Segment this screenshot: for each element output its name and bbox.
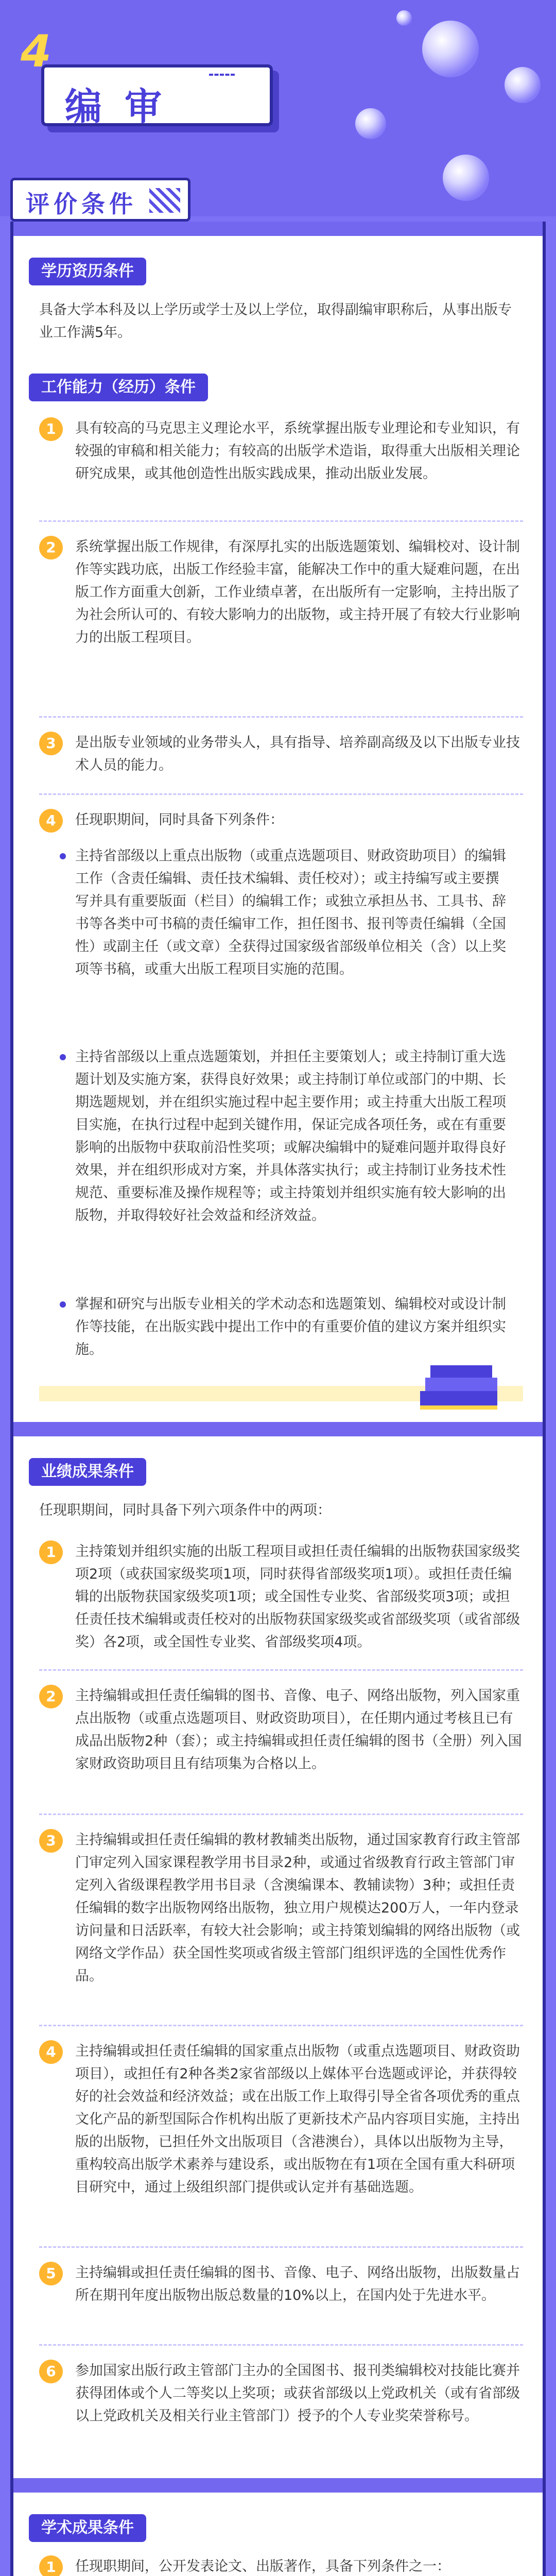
divider-bar [13, 1422, 543, 1436]
item-number: 1 [39, 1540, 63, 1564]
item-text: 任现职期间，同时具备下列条件： [75, 812, 284, 828]
section-tab [10, 178, 190, 222]
divider-bar [13, 2478, 543, 2493]
education-badge: 学历资历条件 [29, 258, 146, 285]
item-text: 是出版专业领域的业务带头人，具有指导、培养副高级及以下出版专业技术人员的能力。 [75, 735, 520, 773]
ability-badge: 工作能力（经历）条件 [29, 374, 208, 401]
decorative-bubble [443, 155, 489, 201]
title-dash-deco [209, 74, 235, 86]
item-text: 主持编辑或担任责任编辑的图书、音像、电子、网络出版物，列入国家重点出版物（或重点选题项目、财政资助项目），在任期内通过考核且已有成品出版物2种（套）；或主持编辑或担任责任编辑的图书（全册）列入国家财政资助项目且有结项集为合格以上。 [75, 1688, 522, 1772]
sub-text: 掌握和研究与出版专业相关的学术动态和选题策划、编辑校对或设计制作等技能，在出版实践中提出工作中的有重要价值的建议方案并组织实施。 [75, 1296, 506, 1358]
item-text: 主持策划并组织实施的出版工程项目或担任责任编辑的出版物获国家级奖项2项（或获国家级奖项1项，同时获得省部级奖项1项）。或担任责任编辑的出版物获国家级奖项1项；或全国性专业奖、省部级奖项3项；或担任责任技术编辑或责任校对的出版物获国家级奖或省部级奖项（或省部级奖）各2项，或全国性专业奖、省部级奖项4项。 [75, 1544, 520, 1650]
item-text: 主持编辑或担任责任编辑的国家重点出版物（或重点选题项目、财政资助项目），或担任有2种各类2家省部级以上媒体平台选题或评论，并获得较好的社会效益和经济效益；或在出版工作上取得引导全省各项优秀的重点文化产品的新型国际合作机构出版了更新技术产品内容项目实施，主持出版的出版物，已担任外文出版项目（含港澳台），具体以出版物为主导，重构较高出版学术素养与建设系，或出版物在有1项在全国有重大科研项目研究中，通过上级组织部门提供或认定并有基础选题。 [75, 2043, 520, 2195]
item-number: 3 [39, 1829, 63, 1853]
item-number: 1 [39, 417, 63, 441]
dashed-divider [39, 1669, 523, 1671]
section-tab-label: 评价条件 [26, 190, 137, 218]
item-number: 1 [39, 2555, 63, 2576]
divider-bar [13, 222, 543, 236]
item-number: 3 [39, 732, 63, 755]
decorative-bubble [396, 10, 412, 26]
sub-text: 主持省部级以上重点出版物（或重点选题项目、财政资助项目）的编辑工作（含责任编辑、责任技术编辑、责任校对）；或主持编写或主要撰写并具有重要版面（栏目）的编辑工作；或独立承担丛书、工具书、辞书等各类中可书稿的责任编审工作，担任图书、报刊等责任编辑（全国性）或副主任（或文章）全获得过国家级省部级单位相关（含）以上奖项等书稿，或重大出版工程项目实施的范围。 [75, 848, 506, 977]
dashed-divider [39, 2246, 523, 2248]
academic-badge: 学术成果条件 [29, 2514, 146, 2542]
item-text: 具有较高的马克思主义理论水平，系统掌握出版专业理论和专业知识，有较强的审稿和相关能力；有较高的出版学术造诣，取得重大出版相关理论研究成果，或其他创造性出版实践成果，推动出版业发展。 [75, 420, 520, 482]
item-number: 2 [39, 1685, 63, 1708]
item-text: 主持编辑或担任责任编辑的图书、音像、电子、网络出版物，出版数量占所在期刊年度出版物出版总数量的10%以上，在国内处于先进水平。 [75, 2265, 520, 2303]
dashed-divider [39, 2344, 523, 2346]
achievements-intro: 任现职期间，同时具备下列六项条件中的两项： [39, 1502, 331, 1518]
title-card [41, 64, 273, 126]
achievements-badge: 业绩成果条件 [29, 1458, 146, 1486]
dashed-divider [39, 520, 523, 522]
decorative-bubble [505, 67, 541, 103]
page-header [0, 0, 556, 216]
sub-text: 主持省部级以上重点选题策划，并担任主要策划人；或主持制订重大选题计划及实施方案，获得良好效果；或主持制订单位或部门的中期、长期选题规划，并在组织实施过程中起主要作用；或主持重大出版工程项目实施，在执行过程中起到关键作用，保证完成各项任务，或在有重要影响的出版物中获取前沿性奖项；或解决编辑中的疑难问题并取得良好效果，并在组织形成对方案，并具体落实执行；或主持制订业务技术性规范、重要标准及操作规程等；或主持策划并组织实施有较大影响的出版物，并取得较好社会效益和经济效益。 [75, 1049, 506, 1224]
tab-stripes-deco [149, 188, 180, 213]
item-text: 任现职期间，公开发表论文、出版著作，具备下列条件之一： [75, 2558, 450, 2574]
dashed-divider [39, 2025, 523, 2026]
section-number: 4 [21, 26, 51, 77]
page-title: 编审 [65, 85, 185, 128]
content-panel [10, 222, 546, 2576]
books-illustration [415, 1355, 508, 1417]
item-number: 5 [39, 2262, 63, 2285]
item-number: 2 [39, 536, 63, 560]
item-text: 系统掌握出版工作规律，有深厚扎实的出版选题策划、编辑校对、设计制作等实践功底，出版工作经验丰富，能解决工作中的重大疑难问题，在出版工作方面重大创新，工作业绩卓著，在出版所有一定影响，主持出版了为社会所认可的、有较大影响力的出版物，或主持开展了有较大行业影响力的出版工程项目。 [75, 539, 520, 646]
education-text: 具备大学本科及以上学历或学士及以上学位，取得副编审职称后，从事出版专业工作满5年。 [39, 302, 512, 341]
item-number: 6 [39, 2360, 63, 2383]
decorative-bubble [355, 108, 386, 139]
dashed-divider [39, 1814, 523, 1815]
bullet-dot [60, 853, 66, 859]
item-number: 4 [39, 809, 63, 833]
dashed-divider [39, 793, 523, 795]
decorative-bubble [422, 21, 479, 77]
dashed-divider [39, 716, 523, 718]
item-text: 参加国家出版行政主管部门主办的全国图书、报刊类编辑校对技能比赛并获得团体或个人二等奖以上奖项；或获省部级以上党政机关（或有省部级以上党政机关及相关行业主管部门）授予的个人专业奖荣誉称号。 [75, 2363, 520, 2424]
item-text: 主持编辑或担任责任编辑的教材教辅类出版物，通过国家教育行政主管部门审定列入国家课程教学用书目录2种，或通过省级教育行政主管部门审定列入省级课程教学用书目录（含澳编课本、教辅读物）3种；或担任责任编辑的数字出版物网络出版物，独立用户规模达200万人，一年内登录访问量和日活跃率，有较大社会影响；或主持策划编辑的网络出版物（或网络文学作品）获全国性奖项或省级主管部门组织评选的全国性优秀作品。 [75, 1832, 520, 1984]
bullet-dot [60, 1054, 66, 1060]
bullet-dot [60, 1301, 66, 1308]
item-number: 4 [39, 2040, 63, 2064]
